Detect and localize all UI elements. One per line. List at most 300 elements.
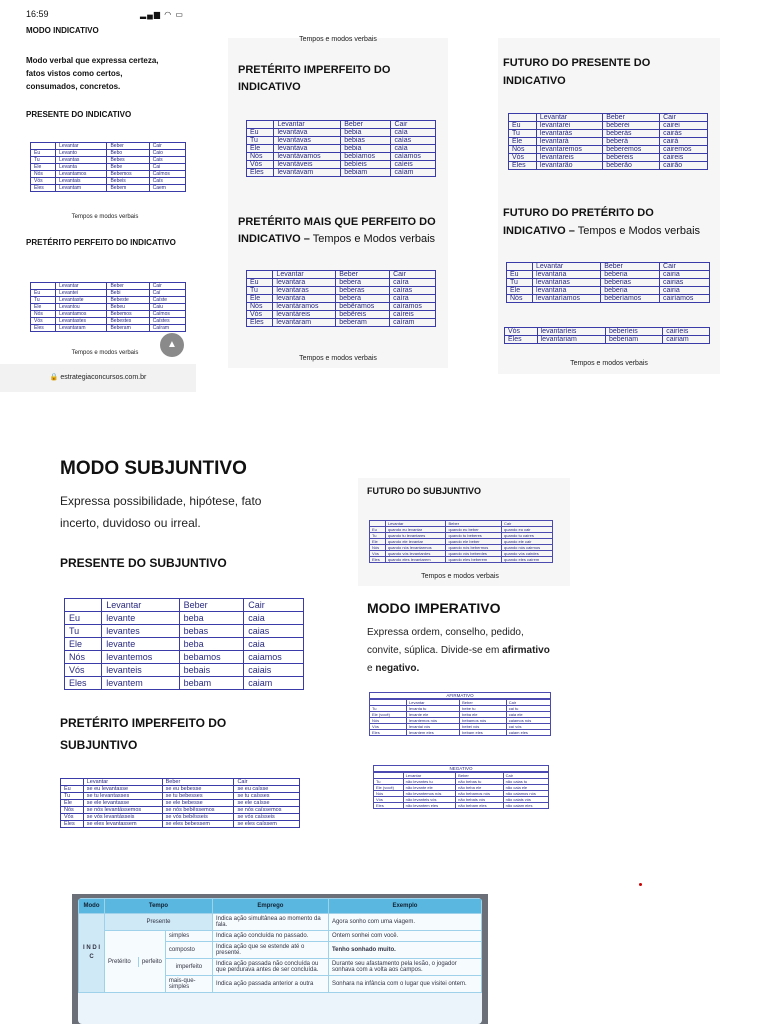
table-header: Cair bbox=[391, 121, 436, 129]
table-header bbox=[65, 599, 102, 612]
table-header: Levantar bbox=[274, 121, 341, 129]
table-cell: quando ele levantar bbox=[385, 539, 446, 545]
table-cell: levantaríamos bbox=[533, 295, 601, 303]
table-row bbox=[505, 336, 710, 344]
table-cell: Eles bbox=[247, 319, 273, 327]
summary-emprego-3: Indica ação passada não concluída ou que perdurava antes de ser concluída. bbox=[212, 959, 328, 976]
imperativo-afirmativo-table bbox=[369, 699, 551, 736]
table-cell: cairemos bbox=[660, 146, 708, 154]
table-cell: Nós bbox=[31, 311, 56, 318]
table-cell: Tu bbox=[370, 706, 407, 712]
summary-emprego-2: Indica ação que se estende até o presente. bbox=[212, 942, 328, 959]
table-cell: cairei bbox=[660, 122, 708, 130]
imperativo-desc-c: e bbox=[367, 663, 376, 674]
summary-preterito-cell bbox=[105, 931, 166, 993]
table-cell: não beba ele bbox=[456, 785, 503, 791]
table-cell: não levante ele bbox=[403, 785, 456, 791]
table-cell: beberiam bbox=[605, 336, 662, 344]
table-cell: bebia bbox=[341, 129, 391, 137]
table-cell: se ele levantasse bbox=[83, 800, 162, 807]
table-row bbox=[509, 162, 708, 170]
table-cell: Ele bbox=[507, 287, 533, 295]
table-row bbox=[65, 664, 304, 677]
table-row bbox=[61, 814, 300, 821]
table-cell: Vós bbox=[65, 664, 102, 677]
table-cell: Vós bbox=[374, 797, 404, 803]
table-header bbox=[247, 271, 273, 279]
url-bar[interactable] bbox=[0, 364, 196, 392]
table-cell: não bebas tu bbox=[456, 779, 503, 785]
table-cell: Eles bbox=[65, 677, 102, 690]
panel3-caption: Tempos e modos verbais bbox=[570, 360, 648, 367]
table-cell: beberemos bbox=[603, 146, 660, 154]
table-cell: cairiam bbox=[663, 336, 710, 344]
table-row bbox=[247, 295, 436, 303]
imperativo-negativo-table bbox=[373, 772, 549, 809]
table-cell: Eles bbox=[374, 803, 404, 809]
table-row bbox=[370, 557, 553, 563]
table-cell: Ele (você) bbox=[370, 712, 407, 718]
summary-table bbox=[78, 898, 482, 993]
table-row bbox=[247, 169, 436, 177]
presente-indicativo-title: PRESENTE DO INDICATIVO bbox=[26, 110, 132, 119]
table-cell: bebam eles bbox=[460, 730, 507, 736]
table-cell: beberia bbox=[601, 287, 660, 295]
table-cell: Caíram bbox=[149, 325, 185, 332]
table-cell: não bebamos nós bbox=[456, 791, 503, 797]
table-row bbox=[247, 287, 436, 295]
table-cell: caía bbox=[391, 129, 436, 137]
table-row bbox=[509, 146, 708, 154]
table-cell: Levantamos bbox=[56, 311, 107, 318]
table-cell: bebíamos bbox=[341, 153, 391, 161]
presente-indicativo-table bbox=[30, 142, 186, 192]
table-cell: se nós bebêssemos bbox=[162, 807, 234, 814]
table-cell: se ele caísse bbox=[234, 800, 300, 807]
table-cell: Tu bbox=[247, 137, 274, 145]
table-cell: levantaria bbox=[533, 271, 601, 279]
table-cell: levantarei bbox=[536, 122, 602, 130]
table-cell: Tu bbox=[509, 130, 537, 138]
table-cell: se eu caísse bbox=[234, 786, 300, 793]
table-cell: bebereis bbox=[603, 154, 660, 162]
table-cell: Cais bbox=[149, 157, 185, 164]
table-row bbox=[247, 311, 436, 319]
table-cell: bebamos bbox=[179, 651, 244, 664]
table-cell: caíeis bbox=[391, 161, 436, 169]
table-cell: levanteis bbox=[102, 664, 179, 677]
futuro-subjuntivo-table bbox=[369, 520, 553, 563]
table-cell: Bebe bbox=[107, 164, 149, 171]
summary-emprego-1: Indica ação concluída no passado. bbox=[212, 931, 328, 942]
table-cell: Ele bbox=[247, 295, 273, 303]
table-cell: Eles bbox=[509, 162, 537, 170]
futuro-preterito-title-rest: Tempos e Modos verbais bbox=[574, 225, 701, 237]
table-cell: levantareis bbox=[536, 154, 602, 162]
maisque-title-rest: Tempos e Modos verbais bbox=[309, 233, 436, 245]
table-cell: quando vós levantardes bbox=[385, 551, 446, 557]
table-cell: levantemos bbox=[102, 651, 179, 664]
table-cell: levantavas bbox=[274, 137, 341, 145]
table-cell: levantemos nós bbox=[407, 718, 460, 724]
table-cell: não caiamos nós bbox=[503, 791, 548, 797]
table-cell: beberas bbox=[336, 287, 390, 295]
table-row bbox=[370, 551, 553, 557]
table-cell: levantava bbox=[274, 129, 341, 137]
table-row bbox=[247, 319, 436, 327]
presente-subjuntivo-title: PRESENTE DO SUBJUNTIVO bbox=[60, 556, 227, 570]
table-cell: caías bbox=[391, 137, 436, 145]
table-cell: Nós bbox=[374, 791, 404, 797]
table-cell: Bebeis bbox=[107, 178, 149, 185]
table-cell: caiais bbox=[244, 664, 304, 677]
table-header: Beber bbox=[446, 521, 502, 527]
table-row bbox=[65, 677, 304, 690]
imperfeito-subjuntivo-table-wrap bbox=[60, 778, 300, 828]
table-cell: levantará bbox=[536, 138, 602, 146]
table-cell: caiam eles bbox=[506, 730, 550, 736]
table-cell: cairia bbox=[660, 271, 710, 279]
table-cell: não caias tu bbox=[503, 779, 548, 785]
table-cell: bebiam bbox=[341, 169, 391, 177]
table-cell: levante ele bbox=[407, 712, 460, 718]
summary-sub-simples: simples bbox=[165, 931, 212, 942]
status-time: 16:59 bbox=[26, 9, 49, 19]
table-header: Beber bbox=[601, 263, 660, 271]
table-cell: não levantemos nós bbox=[403, 791, 456, 797]
table-cell: Vós bbox=[247, 311, 273, 319]
table-cell: Eles bbox=[370, 557, 386, 563]
summary-exemplo-4: Sonhara na infância com o lugar que visitei ontem. bbox=[328, 976, 481, 993]
table-cell: se ele bebesse bbox=[162, 800, 234, 807]
table-cell: caíram bbox=[390, 319, 436, 327]
table-header: Cair bbox=[503, 773, 548, 779]
table-cell: Bebemos bbox=[107, 311, 149, 318]
table-cell: levantem eles bbox=[407, 730, 460, 736]
table-cell: Bebemos bbox=[107, 171, 149, 178]
table-cell: levante bbox=[102, 612, 179, 625]
panel2-caption-bottom: Tempos e modos verbais bbox=[299, 355, 377, 362]
table-cell: Eu bbox=[507, 271, 533, 279]
table-cell: caiamos bbox=[244, 651, 304, 664]
table-cell: beba bbox=[179, 638, 244, 651]
table-row bbox=[507, 295, 710, 303]
table-row bbox=[247, 279, 436, 287]
presente-subjuntivo-table bbox=[64, 598, 304, 690]
presente-indicativo-table-wrap bbox=[30, 142, 186, 192]
table-cell: quando ele cair bbox=[502, 539, 553, 545]
table-cell: bebe tu bbox=[460, 706, 507, 712]
table-cell: Tu bbox=[31, 297, 56, 304]
table-cell: quando eles beberem bbox=[446, 557, 502, 563]
maisque-indicativo-title bbox=[238, 214, 443, 248]
table-cell: Tu bbox=[247, 287, 273, 295]
table-cell: Eles bbox=[505, 336, 538, 344]
table-cell: Bebes bbox=[107, 157, 149, 164]
summary-exemplo-0: Agora sonho com uma viagem. bbox=[328, 914, 481, 931]
table-cell: cairias bbox=[660, 279, 710, 287]
table-cell: bebia bbox=[341, 145, 391, 153]
table-row bbox=[509, 130, 708, 138]
table-cell: Tu bbox=[31, 157, 56, 164]
table-header bbox=[61, 779, 84, 786]
table-row bbox=[247, 153, 436, 161]
table-cell: Caímos bbox=[149, 311, 185, 318]
table-cell: cairíeis bbox=[663, 328, 710, 336]
table-row bbox=[31, 325, 186, 332]
table-header: Cair bbox=[502, 521, 553, 527]
table-header: Cair bbox=[660, 114, 708, 122]
futuro-subjuntivo-table-wrap bbox=[369, 520, 553, 563]
table-cell: Cai bbox=[149, 164, 185, 171]
table-row bbox=[247, 145, 436, 153]
summary-sub-simples-2-label: simples bbox=[168, 984, 190, 990]
table-cell: Levantais bbox=[56, 178, 107, 185]
table-row bbox=[31, 157, 186, 164]
table-cell: não bebais vós bbox=[456, 797, 503, 803]
table-header bbox=[507, 263, 533, 271]
table-header: Beber bbox=[460, 700, 507, 706]
table-row bbox=[61, 821, 300, 828]
table-cell: beba ele bbox=[460, 712, 507, 718]
table-cell: se vós bebêsseis bbox=[162, 814, 234, 821]
table-cell: Vós bbox=[505, 328, 538, 336]
table-cell: levantavam bbox=[274, 169, 341, 177]
table-cell: Vós bbox=[370, 551, 386, 557]
table-cell: Beberam bbox=[107, 325, 149, 332]
table-cell: Nós bbox=[65, 651, 102, 664]
table-cell: Bebeu bbox=[107, 304, 149, 311]
table-row bbox=[370, 527, 553, 533]
table-row bbox=[509, 154, 708, 162]
table-cell: quando eu levantar bbox=[385, 527, 446, 533]
table-cell: Caem bbox=[149, 185, 185, 192]
table-cell: se vós levantásseis bbox=[83, 814, 162, 821]
table-cell: quando eu cair bbox=[502, 527, 553, 533]
table-row bbox=[31, 178, 186, 185]
table-header: Beber bbox=[107, 283, 149, 290]
table-cell: se nós caíssemos bbox=[234, 807, 300, 814]
table-cell: quando eles caírem bbox=[502, 557, 553, 563]
table-cell: Nós bbox=[61, 807, 84, 814]
table-cell: Eu bbox=[65, 612, 102, 625]
table-cell: Vós bbox=[31, 178, 56, 185]
summary-sub-composto: composto bbox=[165, 942, 212, 959]
table-row bbox=[31, 171, 186, 178]
table-cell: Eles bbox=[31, 325, 56, 332]
table-cell: Vós bbox=[509, 154, 537, 162]
table-cell: não bebam eles bbox=[456, 803, 503, 809]
table-cell: Bebo bbox=[107, 150, 149, 157]
table-cell: Nós bbox=[370, 545, 386, 551]
table-cell: quando nós bebermos bbox=[446, 545, 502, 551]
table-row bbox=[31, 311, 186, 318]
table-cell: caia ele bbox=[506, 712, 550, 718]
table-cell: levantaras bbox=[273, 287, 336, 295]
table-cell: levantáveis bbox=[274, 161, 341, 169]
table-cell: bebêreis bbox=[336, 311, 390, 319]
perfeito-indicativo-table bbox=[30, 282, 186, 332]
table-cell: se eles levantassem bbox=[83, 821, 162, 828]
imperativo-desc-a: Expressa ordem, conselho, pedido, convite, súplica. Divide-se em bbox=[367, 627, 524, 656]
table-row bbox=[247, 303, 436, 311]
table-cell: Caiu bbox=[149, 304, 185, 311]
table-header: Cair bbox=[149, 143, 185, 150]
maisque-indicativo-table-wrap bbox=[246, 270, 436, 327]
table-cell: cairíamos bbox=[660, 295, 710, 303]
table-row bbox=[65, 625, 304, 638]
table-cell: Vós bbox=[247, 161, 274, 169]
table-row bbox=[65, 638, 304, 651]
table-cell: caíreis bbox=[390, 311, 436, 319]
table-cell: bebais bbox=[179, 664, 244, 677]
table-cell: quando eles levantarem bbox=[385, 557, 446, 563]
summary-exemplo-1: Ontem sonhei com você. bbox=[328, 931, 481, 942]
signal-wifi-battery-icon: ▂▄▆ ◠ ▭ bbox=[140, 10, 184, 19]
table-cell: Levantam bbox=[56, 185, 107, 192]
futuro-subjuntivo-title: FUTURO DO SUBJUNTIVO bbox=[367, 486, 482, 496]
table-cell: Tu bbox=[65, 625, 102, 638]
table-cell: se vós caísseis bbox=[234, 814, 300, 821]
table-cell: Nós bbox=[507, 295, 533, 303]
table-cell: levantáreis bbox=[273, 311, 336, 319]
table-cell: quando tu beberes bbox=[446, 533, 502, 539]
table-header: Cair bbox=[390, 271, 436, 279]
table-cell: Vós bbox=[61, 814, 84, 821]
table-cell: caíramos bbox=[390, 303, 436, 311]
table-header: Beber bbox=[336, 271, 390, 279]
table-cell: Caí bbox=[149, 290, 185, 297]
summary-preterito-label: Pretérito bbox=[105, 957, 138, 967]
table-header: Levantar bbox=[83, 779, 162, 786]
table-cell: caía bbox=[391, 145, 436, 153]
table-header: Beber bbox=[179, 599, 244, 612]
imperativo-desc-b: afirmativo bbox=[502, 645, 550, 656]
futuro-preterito-table2-wrap bbox=[504, 327, 710, 344]
table-header: Cair bbox=[506, 700, 550, 706]
table-header: Levantar bbox=[102, 599, 179, 612]
table-row bbox=[31, 297, 186, 304]
table-cell: quando tu caíres bbox=[502, 533, 553, 539]
table-cell: Tu bbox=[374, 779, 404, 785]
table-cell: Levantastes bbox=[56, 318, 107, 325]
table-cell: Bebeste bbox=[107, 297, 149, 304]
chevron-up-icon: ▲ bbox=[167, 339, 177, 350]
table-cell: não caiam eles bbox=[503, 803, 548, 809]
summary-mode-letters: I N D I C bbox=[79, 914, 105, 993]
table-row bbox=[507, 279, 710, 287]
table-cell: bebera bbox=[336, 295, 390, 303]
table-cell: Levantei bbox=[56, 290, 107, 297]
table-cell: bebam bbox=[179, 677, 244, 690]
table-row bbox=[370, 539, 553, 545]
table-cell: Eu bbox=[370, 527, 386, 533]
indicativo-title: MODO INDICATIVO bbox=[26, 26, 99, 35]
table-cell: quando nós cairmos bbox=[502, 545, 553, 551]
table-cell: não caia ele bbox=[503, 785, 548, 791]
table-cell: Ele bbox=[247, 145, 274, 153]
table-cell: cairás bbox=[660, 130, 708, 138]
table-cell: levantaram bbox=[273, 319, 336, 327]
table-cell: beba bbox=[179, 612, 244, 625]
table-cell: caia bbox=[244, 638, 304, 651]
table-cell: Levantaram bbox=[56, 325, 107, 332]
table-header: Beber bbox=[456, 773, 503, 779]
table-cell: se eles bebessem bbox=[162, 821, 234, 828]
table-cell: Nós bbox=[509, 146, 537, 154]
imperfeito-subjuntivo-table bbox=[60, 778, 300, 828]
summary-tempo-perfeito: perfeito bbox=[138, 957, 165, 967]
table-cell: caiam bbox=[244, 677, 304, 690]
table-cell: beberá bbox=[603, 138, 660, 146]
table-cell: bebera bbox=[336, 279, 390, 287]
presente-subjuntivo-table-wrap bbox=[64, 598, 304, 690]
table-cell: Eles bbox=[61, 821, 84, 828]
table-row bbox=[247, 161, 436, 169]
subjuntivo-title: MODO SUBJUNTIVO bbox=[60, 458, 247, 479]
table-cell: quando tu levantares bbox=[385, 533, 446, 539]
table-cell: caíra bbox=[390, 295, 436, 303]
summary-header-tempo: Tempo bbox=[105, 899, 213, 914]
table-cell: quando vós beberdes bbox=[446, 551, 502, 557]
maisque-indicativo-table bbox=[246, 270, 436, 327]
table-row bbox=[509, 122, 708, 130]
table-cell: Caíste bbox=[149, 297, 185, 304]
futuro-presente-table-wrap bbox=[508, 113, 708, 170]
summary-image bbox=[72, 894, 488, 1024]
table-cell: beberíamos bbox=[601, 295, 660, 303]
futuro-presente-title: FUTURO DO PRESENTE DO INDICATIVO bbox=[503, 57, 651, 87]
imperfeito-indicativo-table-wrap bbox=[246, 120, 436, 177]
table-row bbox=[31, 290, 186, 297]
table-cell: Ele (você) bbox=[374, 785, 404, 791]
table-cell: caias bbox=[244, 625, 304, 638]
table-cell: caíamos bbox=[391, 153, 436, 161]
summary-exemplo-3: Durante seu afastamento pela lesão, o jogador sonhava com a volta aos campos. bbox=[328, 959, 481, 976]
table-cell: levantaremos bbox=[536, 146, 602, 154]
table-header: Beber bbox=[107, 143, 149, 150]
table-cell: levantáramos bbox=[273, 303, 336, 311]
table-cell: Vós bbox=[31, 318, 56, 325]
perfeito-indicativo-caption: Tempos e modos verbais bbox=[71, 350, 139, 356]
futuro-preterito-table bbox=[506, 262, 710, 303]
table-row bbox=[370, 545, 553, 551]
table-cell: bebamos nós bbox=[460, 718, 507, 724]
indicativo-panel bbox=[0, 0, 196, 392]
table-cell: Caímos bbox=[149, 171, 185, 178]
table-header: Cair bbox=[244, 599, 304, 612]
table-cell: cairão bbox=[660, 162, 708, 170]
table-row bbox=[65, 651, 304, 664]
table-cell: beberás bbox=[603, 130, 660, 138]
table-cell: caí vós bbox=[506, 724, 550, 730]
table-cell: Eu bbox=[31, 150, 56, 157]
table-row bbox=[247, 137, 436, 145]
summary-exemplo-2: Tenho sonhado muito. bbox=[328, 942, 481, 959]
table-cell: Caís bbox=[149, 178, 185, 185]
table-cell: Ele bbox=[509, 138, 537, 146]
table-cell: levanta tu bbox=[407, 706, 460, 712]
imperativo-desc-d: negativo. bbox=[375, 663, 420, 674]
imperativo-afirmativo-wrap bbox=[369, 692, 551, 736]
table-header: Levantar bbox=[56, 143, 107, 150]
summary-header-exemplo: Exemplo bbox=[328, 899, 481, 914]
table-cell: levantem bbox=[102, 677, 179, 690]
table-header: Levantar bbox=[273, 271, 336, 279]
summary-emprego-0: Indica ação simultânea ao momento da fala. bbox=[212, 914, 328, 931]
table-row bbox=[31, 164, 186, 171]
table-cell: beberão bbox=[603, 162, 660, 170]
